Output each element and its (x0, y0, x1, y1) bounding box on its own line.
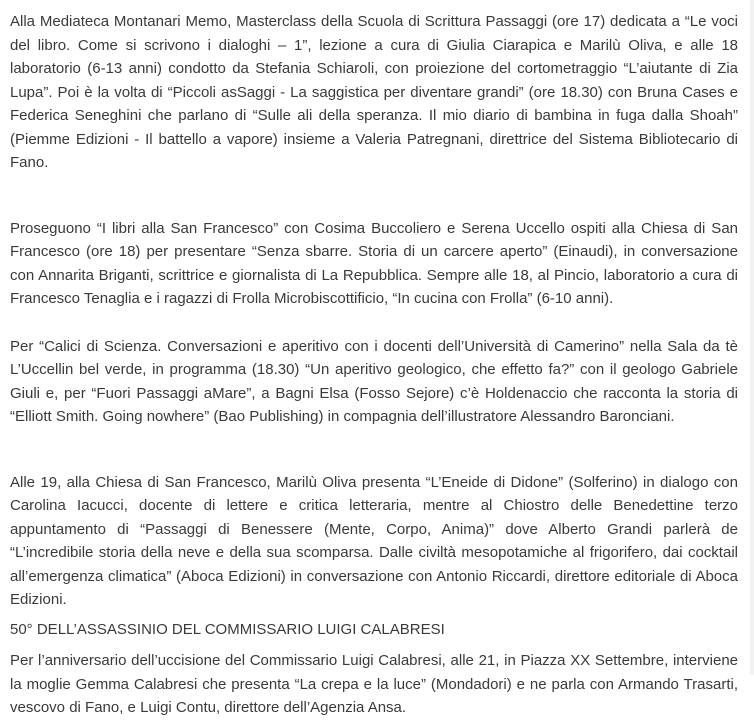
paragraph-calabresi: Per l’anniversario dell’uccisione del Commissario Luigi Calabresi, alle 21, in Piazza XX Settembre, interviene la moglie Gemma Calabresi che presenta “La crepa e la luce” (Mondadori) e ne parla con Armando Trasarti, vescovo di Fano, e Luigi Contu, direttore dell’Agenzia Ansa. (10, 652, 738, 716)
article-body (10, 10, 738, 720)
paragraph-san-francesco: Proseguono “I libri alla San Francesco” con Cosima Buccoliero e Serena Uccello ospiti alla Chiesa di San Francesco (ore 18) per presentare “Senza sbarre. Storia di un carcere aperto” (Einaudi), in conversazione con Annarita Briganti, scrittrice e giornalista di La Repubblica. Sempre alle 18, al Pincio, laboratorio a cura di Francesco Tenaglia e i ragazzi di Frolla Microbiscottificio, “In cucina con Frolla” (6-10 anni). (10, 219, 738, 307)
scrollbar-track[interactable] (750, 0, 754, 675)
paragraph-eneide: Alle 19, alla Chiesa di San Francesco, Marilù Oliva presenta “L’Eneide di Didone” (Solferino) in dialogo con Carolina Iacucci, docente di lettere e critica letteraria, mentre al Chiostro delle Benedettine terzo appuntamento di “Passaggi di Benessere (Mente, Corpo, Anima)” dove Alberto Grandi parlerà de “L’incredibile storia della neve e della sua scomparsa. Dalle civiltà mesopotamiche al frigorifero, dai cocktail all’emergenza climatica” (Aboca Edizioni) in conversazione con Antonio Riccardi, direttore editoriale di Aboca Edizioni. (10, 473, 738, 608)
paragraph-calici-di-scienza: Per “Calici di Scienza. Conversazioni e aperitivo con i docenti dell’Università di Camerino” nella Sala da tè L’Uccellin bel verde, in programma (18.30) “Un aperitivo geologico, che effetto fa?” con il geologo Gabriele Giuli e, per “Fuori Passaggi aMare”, a Bagni Elsa (Fosso Sejore) c’è Holdenaccio che racconta la storia di “Elliott Smith. Going nowhere” (Bao Publishing) in compagnia dell’illustratore Alessandro Baronciani. (10, 337, 738, 425)
section-heading: 50° DELL’ASSASSINIO DEL COMMISSARIO LUIGI CALABRESI (10, 620, 445, 638)
paragraph-mediateca: Alla Mediateca Montanari Memo, Masterclass della Scuola di Scrittura Passaggi (ore 17) dedicata a “Le voci del libro. Come si scrivono i dialoghi – 1”, lezione a cura di Giulia Ciarapica e Marilù Oliva, e alle 18 laboratorio (6-13 anni) condotto da Stefania Schiaroli, con proiezione del cortometraggio “L’aiutante di Zia Lupa”. Poi è la volta di “Piccoli asSaggi - La saggistica per diventare grandi” (ore 18.30) con Bruna Cases e Federica Seneghini che parlano di “Sulle ali della speranza. Il mio diario di bambina in fuga dalla Shoah” (Piemme Edizioni - Il battello a vapore) insieme a Valeria Patregnani, direttrice del Sistema Bibliotecario di Fano. (10, 13, 738, 171)
